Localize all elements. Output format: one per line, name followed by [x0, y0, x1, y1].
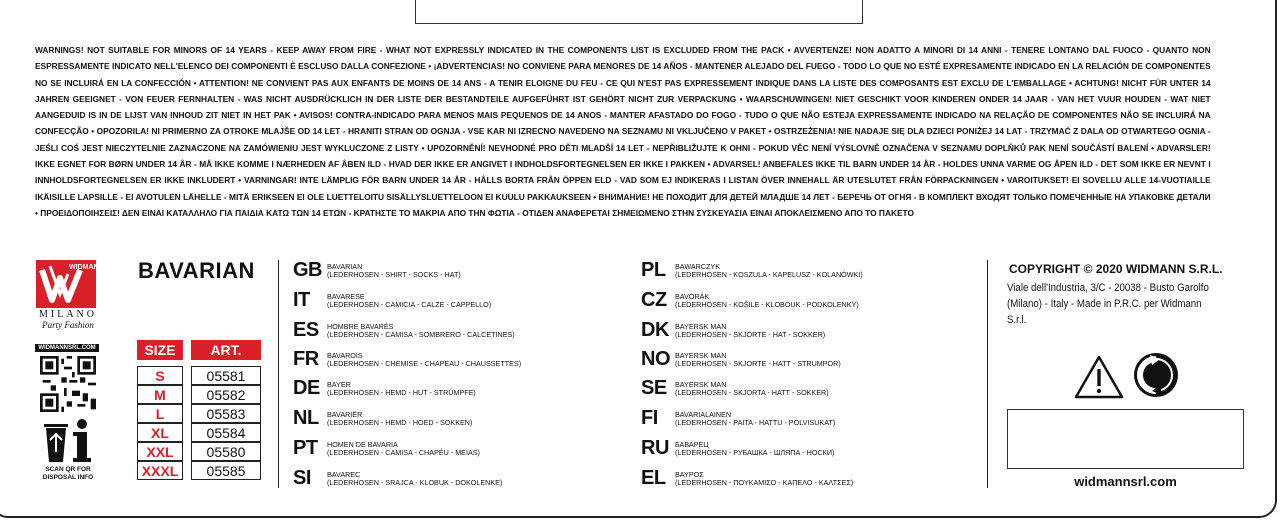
lang-code: IT: [293, 289, 310, 311]
size-cell: XXXL: [137, 461, 183, 480]
lang-desc: (LEDERHOSEN - CAMICIA - CALZE - CAPPELLO): [327, 299, 492, 309]
lang-code: NO: [641, 348, 670, 370]
art-cell: 05585: [191, 461, 261, 480]
lang-desc: (LEDERHOSEN - CAMISA - SOMBRERO - CALCETINES): [327, 329, 515, 339]
size-row: [137, 423, 261, 442]
lang-name: BAVARIALAINEN: [675, 409, 732, 419]
green-dot-recycle-icon: [1133, 352, 1179, 398]
lang-desc: (LEDERHOSEN - HEMD - HOED - SOKKEN): [327, 417, 473, 427]
lang-desc: (LEDERHOSEN - CAMISA - CHAPÉU - MEIAS): [327, 447, 480, 457]
lang-item-cz: [641, 289, 859, 312]
lang-desc: (LEDERHOSEN - ΠΟΥΚΑΜΙΣΟ - ΚΑΠΕΛΟ - ΚΑΛΤΣΕΣ): [675, 477, 854, 487]
size-row: [137, 461, 261, 480]
size-cell: XL: [137, 423, 183, 442]
lang-desc: (LEDERHOSEN - KOSZULA - KAPELUSZ - KOLANÓWKI): [675, 269, 863, 279]
lang-name: HOMBRE BAVARÉS: [327, 321, 394, 331]
size-cell: L: [137, 404, 183, 423]
size-cell: M: [137, 385, 183, 404]
lang-item-dk: [641, 319, 825, 342]
size-table: [137, 340, 261, 480]
size-row: [137, 442, 261, 461]
lang-code: CZ: [641, 289, 667, 311]
lang-desc: (LEDERHOSEN - SKJORTA - HATT - SOKKER): [675, 387, 829, 397]
lang-code: PL: [641, 259, 666, 281]
lang-name: BAVARIAN: [327, 261, 363, 271]
lang-name: HOMEN DE BAVARIA: [327, 439, 398, 449]
lang-item-fr: [293, 348, 521, 371]
size-cell: XXL: [137, 442, 183, 461]
qr-code-icon[interactable]: [40, 356, 96, 412]
scan-label-line-2: DISPOSAL INFO: [42, 474, 94, 481]
lang-item-nl: [293, 407, 472, 430]
lang-desc: (LEDERHOSEN - РУБАШКА - ШЛЯПА - НОСКИ): [675, 447, 835, 457]
lang-name: ΒΑΥΡΟΣ: [675, 469, 704, 479]
art-cell: 05581: [191, 366, 261, 385]
lang-name: BAVAREC: [327, 469, 361, 479]
art-header: ART.: [191, 340, 261, 360]
top-label-box: [415, 0, 863, 24]
lang-item-se: [641, 377, 829, 400]
lang-name: BAYERSK MAN: [675, 379, 727, 389]
widmann-w-icon: [36, 260, 104, 308]
size-header: SIZE: [137, 340, 183, 360]
lang-code: DK: [641, 319, 669, 341]
lang-desc: (LEDERHOSEN - CHEMISE - CHAPEAU - CHAUSSETTES): [327, 358, 522, 368]
lang-name: БАВАРЕЦ: [675, 439, 709, 449]
lang-name: BAVARIËR: [327, 409, 363, 419]
divider-right: [987, 260, 988, 488]
lang-name: BAYER: [327, 379, 351, 389]
scan-qr-label: [34, 466, 102, 482]
widmann-logo: [36, 260, 104, 330]
lang-code: GB: [293, 259, 322, 281]
address-text: Viale dell'Industria, 3/C - 20038 - Busto Garolfo (Milano) - Italy - Made in P.R.C. per Widmann S.r.l.: [1007, 282, 1209, 326]
art-cell: 05584: [191, 423, 261, 442]
size-row: [137, 385, 261, 404]
disposal-info-icon: [40, 414, 96, 466]
size-row: [137, 404, 261, 423]
divider-left: [278, 260, 279, 488]
lang-code: ES: [293, 319, 319, 341]
lang-desc: (LEDERHOSEN - SKJORTE - HAT - SOKKER): [675, 329, 826, 339]
lang-item-el: [641, 467, 853, 490]
lang-name: BAVARESE: [327, 291, 365, 301]
lang-code: PT: [293, 437, 318, 459]
lang-code: SI: [293, 467, 311, 489]
size-cell: S: [137, 366, 183, 385]
art-cell: 05582: [191, 385, 261, 404]
lang-item-ru: [641, 437, 834, 460]
lang-item-si: [293, 467, 502, 490]
lang-item-no: [641, 348, 841, 371]
lang-item-pt: [293, 437, 480, 460]
lang-name: BAYERSK MAN: [675, 321, 727, 331]
lang-desc: (LEDERHOSEN - KOŠILE - KLOBOUK - PODKOLENKY): [675, 299, 859, 309]
lang-item-es: [293, 319, 515, 342]
lang-name: BAYERSK MAN: [675, 350, 727, 360]
lang-item-pl: [641, 259, 863, 282]
lang-desc: (LEDERHOSEN - PAITA - HATTU - POLVISUKAT): [675, 417, 836, 427]
lang-name: BAVAROIS: [327, 350, 363, 360]
lang-code: NL: [293, 407, 319, 429]
lang-code: SE: [641, 377, 667, 399]
lang-code: DE: [293, 377, 320, 399]
barcode-box: [1007, 409, 1244, 469]
lang-desc: (LEDERHOSEN - SKJORTE - HATT - STRUMPOR): [675, 358, 841, 368]
lang-name: BAWARCZYK: [675, 261, 720, 271]
lang-item-fi: [641, 407, 835, 430]
lang-code: FI: [641, 407, 658, 429]
logo-sub-party-fashion: Party Fashion: [42, 320, 94, 330]
lang-item-it: [293, 289, 491, 312]
lang-item-gb: [293, 259, 461, 282]
art-cell: 05580: [191, 442, 261, 461]
lang-desc: (LEDERHOSEN - SHIRT - SOCKS - HAT): [327, 269, 461, 279]
logo-text: WIDMANN: [69, 264, 104, 271]
size-row: [137, 366, 261, 385]
lang-code: RU: [641, 437, 669, 459]
lang-code: FR: [293, 348, 319, 370]
qr-site-label: WIDMANNSRL.COM: [35, 344, 99, 352]
website-text[interactable]: widmannsrl.com: [1074, 474, 1177, 489]
scan-label-line-1: SCAN QR FOR: [45, 466, 91, 473]
lang-desc: (LEDERHOSEN - SRAJCA - KLOBUK - DOKOLENKE): [327, 477, 503, 487]
copyright-text: COPYRIGHT © 2020 WIDMANN S.R.L.: [1009, 262, 1223, 276]
product-title: BAVARIAN: [138, 258, 255, 283]
lang-code: EL: [641, 467, 666, 489]
lang-desc: (LEDERHOSEN - HEMD - HUT - STRÜMPFE): [327, 387, 476, 397]
lang-item-de: [293, 377, 476, 400]
art-cell: 05583: [191, 404, 261, 423]
warning-triangle-icon: [1074, 355, 1124, 399]
lang-name: BAVORÁK: [675, 291, 710, 301]
warnings-text: WARNINGS! NOT SUITABLE FOR MINORS OF 14 YEARS - KEEP AWAY FROM FIRE - WHAT NOT EXPRESSLY INDICATED IN THE COMPONENTS LIST IS EXCLUDED FROM THE PACK • AVVERTENZE! NON ADATTO A MINORI DI 14 ANNI - TENERE LONTANO DAL FUOCO - QUANTO NON ESPRESSAMENTE INDICATO NELL'ELENCO DEI COMPONENTI È ESCLUSO DALLA CONFEZIONE • ¡ADVERTENCIAS! NO CONVIENE PARA MENORES DE 14 AÑOS - MANTENER ALEJADO DEL FUEGO - TODO LO QUE NO ESTÉ EXPRESAMENTE INDICADO EN LA RELACIÓN DE COMPONENTES NO SE INCLUIRÁ EN LA CONFECCIÓN • ATTENTION! NE CONVIENT PAS AUX ENFANTS DE MOINS DE 14 ANS - A TENIR ELOIGNE DU FEU - CE QUI N'EST PAS EXPRESSEMENT INDIQUE DANS LA LISTE DES COMPOSANTS EST EXCLU DE L'EMBALLAGE • ACHTUNG! NICHT FÜR UNTER 14 JAHREN GEEIGNET - VON FEUER FERNHALTEN - WAS NICHT AUSDRÜCKLICH IN DER LISTE DER BESTANDTEILE AUFGEFÜHRT IST GEHÖRT NICHT ZUR VERPACKUNG • WAARSCHUWINGEN! NIET GESCHIKT VOOR KINDEREN ONDER 14 JAAR - VAN HET VUUR HOUDEN - WAT NIET AANGEDUID IS IN DE LIJST VAN INHOUD ZIT NIET IN HET PAK • AVISOS! CONTRA-INDICADO PARA MENOS MAIS PEQUENOS DE 14 ANOS - MANTER AFASTADO DO FOGO - TUDO O QUE NÃO ESTEJA EXPRESSAMENTE INDICADO NA RELAÇÃO DE COMPONENTES NÃO SE INCLUIRÁ NA CONFECÇÃO • OPOZORILA! NI PRIMERNO ZA OTROKE MLAJŠE OD 14 LET - HRANITI STRAN OD OGNJA - VSE KAR NI IZRECNO NAVEDENO NA SEZNAMU NI VKLJUČENO V PAKET • OSTRZEŻENIA! NIE NADAJE SIĘ DLA DZIECI PONIŻEJ 14 LAT - TRZYMAĆ Z DALA OD OTWARTEGO OGNIA - JEŚLI COŚ JEST NIECZYTELNIE ZAZNACZONE NA ZAMÓWIENIU JEST WYKLUCZONE Z LISTY • UPOZORNĚNÍ! NEVHODNÉ PRO DĚTI MLADŠÍ 14 LET - NEPŘIBLIŽUJTE K OHNI - POKUD VĚC NENÍ VÝSLOVNĚ OZNAČENA V SEZNAMU DOPLŇKŮ PAK NENÍ SOUČÁSTÍ BALENÍ • ADVARSLER! IKKE EGNET FOR BØRN UNDER 14 ÅR - MÅ IKKE KOMME I NÆRHEDEN AF ÅBEN ILD - HVAD DER IKKE ER ANGIVET I INDHOLDSFORTEGNELSEN ER IKKE I PAKKEN • ADVARSEL! ANBEFALES IKKE TIL BARN UNDER 14 ÅR - HOLDES UNNA VARME OG ÅPEN ILD - DET SOM IKKE ER NEVNT I INNHOLDSFORTEGNELSEN ER IKKE INKLUDERT • VARNINGAR! INTE LÄMPLIG FÖR BARN UNDER 14 ÅR - HÅLLS BORTA FRÅN ÖPPEN ELD - VAD SOM EJ INDIKERAS I LISTAN ÖVER INNEHALL ÄR UTESLUTET FRÅN FÖRPACKNINGEN • VAROITUKSET! EI SOVELLU ALLE 14-VUOTIAILLE IKÄISILLE LAPSILLE - EI AVOTULEN LÄHELLE - MITÄ ERIKSEEN EI OLE LUETTELOITU SISÄLLYSLUETTELOON EI KUULU PAKKAUKSEEN • ВНИМАНИЕ! НЕ ПОХОДИТ ДЛЯ ДЕТЕЙ МЛАДШЕ 14 ЛЕТ - БЕРЕЧЬ ОТ ОГНЯ - В КОМПЛЕКТ ВХОДЯТ ТОЛЬКО ПОМЕЧЕННЫЕ НА УПАКОВКЕ ДЕТАЛИ • ΠΡΟΕΙΔΟΠΟΙΗΣΕΙΣ! ΔΕΝ ΕΙΝΑΙ ΚΑΤΑΛΛΗΛΟ ΓΙΑ ΠΑΙΔΙΑ ΚΑΤΩ ΤΩΝ 14 ΕΤΩΝ - ΚΡΑΤΗΣΤΕ ΤΟ ΜΑΚΡΙΑ ΑΠΟ ΤΗΝ ΦΩΤΙΑ - ΟΤΙΔΕΝ ΑΝΑΦΕΡΕΤΑΙ ΣΗΜΕΙΩΜΕΝΟ ΣΤΗΝ ΣΥΣΚΕΥΑΣΙΑ ΕΙΝΑΙ ΑΠΟΚΛΕΙΣΜΕΝΟ ΑΠΟ ΤΟ ΠΑΚΕΤΟ: [35, 45, 1211, 218]
logo-sub-milano: MILANO: [39, 309, 97, 320]
